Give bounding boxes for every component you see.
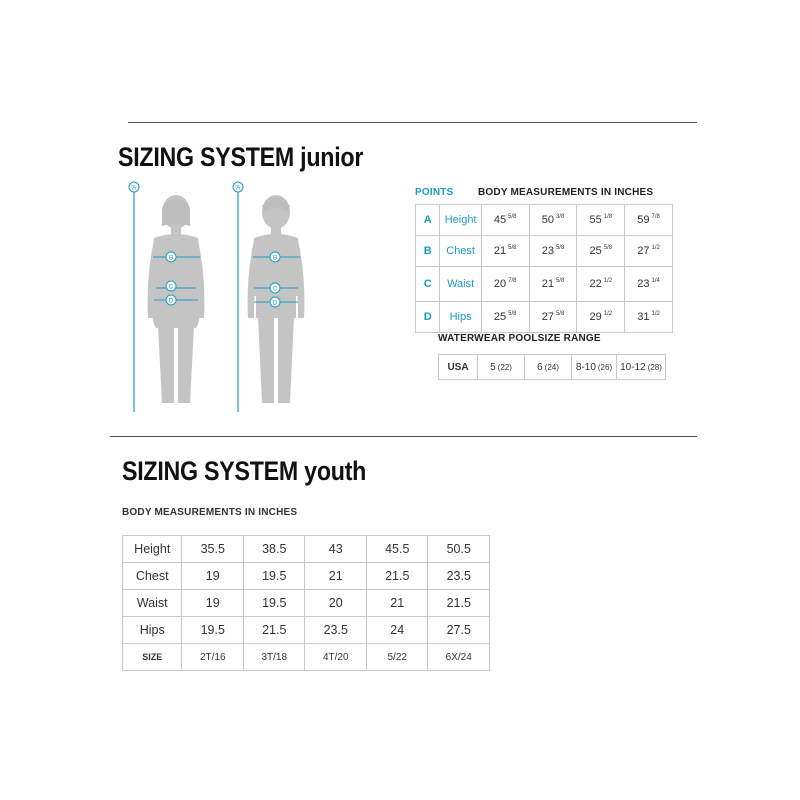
table-row <box>416 267 673 302</box>
value-cell: 25 $^{5/8}$ <box>481 302 529 333</box>
table-row <box>416 205 673 236</box>
youth-title-main: SIZING SYSTEM <box>122 456 298 486</box>
poolsize-table <box>438 354 666 380</box>
value-cell: 24 <box>366 617 428 644</box>
measure-label: Chest <box>440 236 481 267</box>
poolsize-cell: 10-12 (28) <box>617 355 666 380</box>
size-cell: 4T/20 <box>305 644 367 671</box>
value-cell: 55 $^{1/8}$ <box>577 205 625 236</box>
point-cell: A <box>416 205 440 236</box>
value-cell: 27.5 <box>428 617 490 644</box>
value-cell: 59 $^{7/8}$ <box>625 205 673 236</box>
measure-label: Waist <box>123 590 182 617</box>
size-cell: 5/22 <box>366 644 428 671</box>
table-row <box>416 302 673 333</box>
value-cell: 25 $^{5/8}$ <box>577 236 625 267</box>
value-cell: 50.5 <box>428 536 490 563</box>
youth-title-sub: youth <box>304 456 367 486</box>
value-cell: 21 <box>305 563 367 590</box>
value-cell: 21 $^{5/8}$ <box>481 236 529 267</box>
value-cell: 19 <box>182 590 244 617</box>
value-cell: 23.5 <box>428 563 490 590</box>
value-cell: 23.5 <box>305 617 367 644</box>
measure-label: Chest <box>123 563 182 590</box>
value-cell: 50 $^{3/8}$ <box>529 205 577 236</box>
value-cell: 21.5 <box>366 563 428 590</box>
figure2-callout-c: C <box>272 285 278 293</box>
poolsize-region-label: USA <box>439 355 478 380</box>
top-divider <box>128 122 697 123</box>
value-cell: 23 $^{5/8}$ <box>529 236 577 267</box>
junior-title <box>118 142 363 173</box>
value-cell: 19.5 <box>182 617 244 644</box>
youth-measure-header: BODY MEASUREMENTS IN INCHES <box>122 507 298 518</box>
figure1-marker-a: A <box>131 184 137 192</box>
measure-label: Hips <box>123 617 182 644</box>
table-row <box>416 236 673 267</box>
point-cell: D <box>416 302 440 333</box>
middle-divider <box>110 436 697 437</box>
figure1-callout-c: C <box>168 283 174 291</box>
poolsize-header: WATERWEAR POOLSIZE RANGE <box>438 333 601 344</box>
table-row <box>123 563 490 590</box>
value-cell: 21.5 <box>428 590 490 617</box>
value-cell: 22 $^{1/2}$ <box>577 267 625 302</box>
junior-title-main: SIZING SYSTEM <box>118 142 294 172</box>
value-cell: 20 <box>305 590 367 617</box>
measure-label: Height <box>440 205 481 236</box>
body-figures-illustration <box>120 178 310 418</box>
value-cell: 38.5 <box>243 536 305 563</box>
table-row <box>123 617 490 644</box>
value-cell: 19.5 <box>243 590 305 617</box>
boy-figure <box>233 182 304 412</box>
value-cell: 19 <box>182 563 244 590</box>
value-cell: 19.5 <box>243 563 305 590</box>
point-cell: C <box>416 267 440 302</box>
measure-label: Hips <box>440 302 481 333</box>
measure-label: Height <box>123 536 182 563</box>
girl-figure <box>129 182 204 412</box>
poolsize-cell: 6 (24) <box>525 355 572 380</box>
value-cell: 45.5 <box>366 536 428 563</box>
figure2-callout-b: B <box>272 254 278 262</box>
size-cell: 2T/16 <box>182 644 244 671</box>
size-cell: 3T/18 <box>243 644 305 671</box>
value-cell: 27 $^{5/8}$ <box>529 302 577 333</box>
table-row <box>123 536 490 563</box>
value-cell: 35.5 <box>182 536 244 563</box>
value-cell: 21.5 <box>243 617 305 644</box>
junior-title-sub: junior <box>300 142 364 172</box>
value-cell: 21 $^{5/8}$ <box>529 267 577 302</box>
size-label: SIZE <box>123 644 182 671</box>
poolsize-cell: 8-10 (26) <box>572 355 617 380</box>
value-cell: 43 <box>305 536 367 563</box>
junior-measurements-table <box>415 204 673 333</box>
value-cell: 31 $^{1/2}$ <box>625 302 673 333</box>
size-cell: 6X/24 <box>428 644 490 671</box>
poolsize-cell: 5 (22) <box>478 355 525 380</box>
value-cell: 23 $^{1/4}$ <box>625 267 673 302</box>
measure-label: Waist <box>440 267 481 302</box>
youth-title <box>122 456 366 487</box>
figure1-callout-d: D <box>168 297 174 305</box>
point-cell: B <box>416 236 440 267</box>
figure1-callout-b: B <box>168 254 174 262</box>
figure2-marker-a: A <box>235 184 241 192</box>
junior-measure-header: BODY MEASUREMENTS IN INCHES <box>478 187 654 198</box>
table-row <box>123 644 490 671</box>
table-row <box>439 355 666 380</box>
youth-measurements-table <box>122 535 490 671</box>
figure2-callout-d: D <box>272 299 278 307</box>
value-cell: 27 $^{1/2}$ <box>625 236 673 267</box>
table-row <box>123 590 490 617</box>
value-cell: 21 <box>366 590 428 617</box>
points-header: POINTS <box>415 187 454 198</box>
value-cell: 29 $^{1/2}$ <box>577 302 625 333</box>
value-cell: 20 $^{7/8}$ <box>481 267 529 302</box>
value-cell: 45 $^{5/8}$ <box>481 205 529 236</box>
